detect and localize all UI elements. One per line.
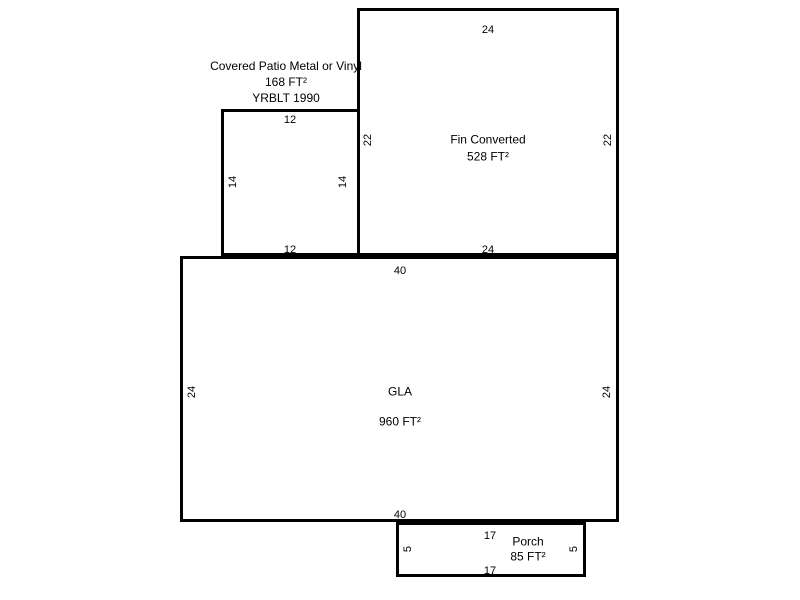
covered-patio-area: 168 FT²: [264, 75, 308, 89]
dim-porch-right: 5: [568, 545, 580, 553]
porch-name: Porch: [512, 534, 544, 549]
gla-area: 960 FT²: [378, 414, 422, 429]
gla-name: GLA: [387, 384, 413, 399]
dim-gla-top: 40: [393, 265, 407, 277]
dim-porch-bottom: 17: [483, 565, 497, 577]
covered-patio-year: YRBLT 1990: [252, 91, 320, 105]
dim-gla-bottom: 40: [393, 509, 407, 521]
covered-patio-name: Covered Patio Metal or Vinyl: [210, 59, 362, 73]
dim-fin-converted-top: 24: [481, 24, 495, 36]
dim-gla-left: 24: [186, 385, 198, 399]
dim-gla-right: 24: [601, 385, 613, 399]
dim-porch-top: 17: [483, 530, 497, 542]
dim-porch-left: 5: [402, 545, 414, 553]
covered-patio-title-block: [210, 58, 362, 106]
dim-fin-converted-bottom: 24: [481, 244, 495, 256]
dim-covered-patio-left: 14: [227, 175, 239, 189]
dim-fin-converted-left: 22: [362, 133, 374, 147]
dim-covered-patio-bottom: 12: [283, 244, 297, 256]
dim-fin-converted-right: 22: [602, 133, 614, 147]
fin-converted-name: Fin Converted: [450, 132, 526, 147]
dim-covered-patio-right: 14: [337, 175, 349, 189]
porch-area: 85 FT²: [510, 549, 546, 564]
dim-covered-patio-top: 12: [283, 114, 297, 126]
fin-converted-area: 528 FT²: [466, 149, 510, 164]
